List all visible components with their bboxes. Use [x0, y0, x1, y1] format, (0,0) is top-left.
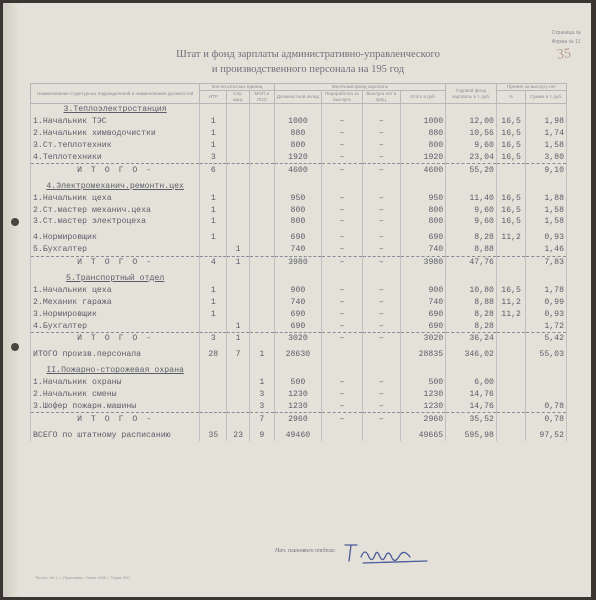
header-pererabotka: Переработка за выслуги — [322, 91, 363, 104]
cell-pere: – — [322, 320, 363, 332]
cell-vys: – — [362, 152, 400, 164]
table-row — [31, 377, 567, 389]
table-body — [31, 104, 567, 442]
cell-pct: 16,5 — [496, 140, 525, 152]
table-row — [31, 192, 567, 204]
cell-annual: 36,24 — [446, 333, 497, 345]
cell-sum: 0,93 — [526, 232, 567, 244]
cell-sum: 0,78 — [526, 400, 567, 412]
cell-pere: – — [322, 192, 363, 204]
binding-edge — [3, 3, 20, 597]
cell-itr: 6 — [200, 164, 227, 176]
cell-pct — [496, 244, 525, 256]
table-row — [31, 400, 567, 412]
cell-salary: 1000 — [274, 116, 321, 128]
cell-annual: 8,88 — [446, 244, 497, 256]
cell-annual: 11,40 — [446, 192, 497, 204]
cell-itr: 3 — [200, 333, 227, 345]
table-row — [31, 308, 567, 320]
cell-name: 3.Ст.теплотехник — [31, 140, 200, 152]
cell-name: 1.Начальник охраны — [31, 377, 200, 389]
cell-sluzh — [227, 204, 250, 216]
cell-salary: 4600 — [274, 164, 321, 176]
cell-itr: 28 — [200, 349, 227, 361]
cell-mop — [249, 128, 274, 140]
cell-annual: 23,04 — [446, 152, 497, 164]
subtotal-row — [31, 413, 567, 425]
cell-sum: 0,99 — [526, 296, 567, 308]
cell-pere: – — [322, 128, 363, 140]
cell-vys: – — [362, 308, 400, 320]
cell-vys: – — [362, 413, 400, 425]
binder-hole — [11, 218, 19, 226]
cell-sum: 0,93 — [526, 308, 567, 320]
cell-itr: 1 — [200, 140, 227, 152]
sheet-number: Страница № Форма № 11 — [551, 30, 581, 45]
archive-page-mark: 35 — [556, 46, 572, 63]
cell-annual: 8,28 — [446, 232, 497, 244]
cell-name: 3.Нормировщик — [31, 308, 200, 320]
signature-label: Нач. планового отдела: — [275, 548, 336, 554]
print-imprint: Типогр. № 1, г. Ярославль. Заказ 1955 г. Тираж 300 — [35, 575, 130, 580]
cell-itr: 1 — [200, 204, 227, 216]
cell-total: 49665 — [401, 429, 446, 441]
cell-itr: 1 — [200, 296, 227, 308]
cell-vys: – — [362, 232, 400, 244]
cell-sluzh — [227, 389, 250, 401]
cell-salary: 800 — [274, 216, 321, 228]
cell-mop — [249, 333, 274, 345]
cell-total: 950 — [401, 192, 446, 204]
cell-vys: – — [362, 192, 400, 204]
header-premium: Премия за выслугу лет — [496, 84, 566, 91]
cell-pere: – — [322, 333, 363, 345]
table-row — [31, 284, 567, 296]
cell-salary: 49460 — [274, 429, 321, 441]
cell-itr — [200, 377, 227, 389]
table-row — [31, 116, 567, 128]
cell-salary: 2960 — [274, 413, 321, 425]
cell-pere: – — [322, 244, 363, 256]
section-title: II.Пожарно-сторожевая охрана — [31, 365, 200, 377]
cell-sum: 3,80 — [526, 152, 567, 164]
cell-total: 1230 — [401, 400, 446, 412]
cell-name: 2.Механик гаража — [31, 296, 200, 308]
table-row — [31, 296, 567, 308]
cell-pct: 16,5 — [496, 204, 525, 216]
header-monthly-fund: Месячный фонд зарплаты — [274, 84, 445, 91]
cell-pct: 16,5 — [496, 152, 525, 164]
cell-pct: 16,5 — [496, 128, 525, 140]
cell-pct — [496, 349, 525, 361]
cell-name: 1.Начальник цеха — [31, 284, 200, 296]
cell-pct: 16,5 — [496, 192, 525, 204]
cell-vys: – — [362, 296, 400, 308]
cell-pct — [496, 333, 525, 345]
cell-itr: 35 — [200, 429, 227, 441]
cell-pere: – — [322, 204, 363, 216]
cell-pere: – — [322, 232, 363, 244]
cell-mop — [249, 152, 274, 164]
cell-mop — [249, 308, 274, 320]
cell-sum: 97,52 — [526, 429, 567, 441]
cell-mop: 7 — [249, 413, 274, 425]
cell-sluzh — [227, 377, 250, 389]
cell-pct: 11,2 — [496, 232, 525, 244]
cell-vys — [362, 429, 400, 441]
cell-annual: 346,02 — [446, 349, 497, 361]
cell-total: 1000 — [401, 116, 446, 128]
cell-salary: 800 — [274, 140, 321, 152]
cell-sluzh — [227, 164, 250, 176]
cell-sluzh: 23 — [227, 429, 250, 441]
cell-salary: 740 — [274, 244, 321, 256]
cell-sum: 1,58 — [526, 204, 567, 216]
cell-pct: 16,5 — [496, 284, 525, 296]
cell-name: И Т О Г О - — [31, 164, 200, 176]
cell-pere: – — [322, 284, 363, 296]
cell-annual: 35,52 — [446, 413, 497, 425]
cell-salary: 880 — [274, 128, 321, 140]
cell-total: 740 — [401, 244, 446, 256]
cell-sluzh — [227, 296, 250, 308]
cell-vys: – — [362, 204, 400, 216]
cell-itr: 1 — [200, 232, 227, 244]
table-row — [31, 128, 567, 140]
document-title: Штат и фонд зарплаты административно-управленческого и производственного персонала на 195 год — [176, 49, 440, 75]
cell-salary: 950 — [274, 192, 321, 204]
cell-salary: 690 — [274, 320, 321, 332]
cell-salary: 500 — [274, 377, 321, 389]
section-title: 3.Теплоэлектростанция — [31, 104, 200, 116]
cell-pere: – — [322, 152, 363, 164]
cell-sum: 1,58 — [526, 216, 567, 228]
cell-itr — [200, 400, 227, 412]
staff-table — [30, 83, 567, 441]
cell-mop — [249, 164, 274, 176]
cell-sluzh — [227, 400, 250, 412]
cell-pere: – — [322, 116, 363, 128]
cell-total: 740 — [401, 296, 446, 308]
cell-sluzh: 1 — [227, 333, 250, 345]
cell-mop — [249, 284, 274, 296]
table-row — [31, 204, 567, 216]
cell-annual: 8,88 — [446, 296, 497, 308]
cell-mop: 1 — [249, 377, 274, 389]
cell-sluzh — [227, 413, 250, 425]
cell-itr: 1 — [200, 116, 227, 128]
cell-salary: 900 — [274, 284, 321, 296]
cell-pere: – — [322, 400, 363, 412]
cell-total: 880 — [401, 128, 446, 140]
cell-pct — [496, 429, 525, 441]
header-name: Наименование структурных подразделений и наименование должностей — [31, 84, 200, 104]
cell-itr: 3 — [200, 152, 227, 164]
cell-total: 690 — [401, 320, 446, 332]
cell-pere: – — [322, 140, 363, 152]
cell-itr — [200, 389, 227, 401]
cell-mop: 3 — [249, 400, 274, 412]
subtotal-row — [31, 164, 567, 176]
header-sluzh: Слу-жащ. — [227, 91, 250, 104]
cell-salary: 28630 — [274, 349, 321, 361]
cell-itr: 1 — [200, 192, 227, 204]
cell-sluzh: 1 — [227, 320, 250, 332]
grand-total-row — [31, 349, 567, 361]
cell-sluzh — [227, 284, 250, 296]
cell-annual: 14,76 — [446, 389, 497, 401]
cell-annual: 9,60 — [446, 216, 497, 228]
cell-vys: – — [362, 400, 400, 412]
cell-pct: 11,2 — [496, 308, 525, 320]
cell-pct — [496, 389, 525, 401]
cell-mop — [249, 216, 274, 228]
cell-sluzh — [227, 232, 250, 244]
cell-annual: 6,00 — [446, 377, 497, 389]
cell-salary: 800 — [274, 204, 321, 216]
cell-annual: 47,76 — [446, 256, 497, 268]
cell-sum: 1,98 — [526, 116, 567, 128]
cell-total: 3020 — [401, 333, 446, 345]
cell-mop — [249, 232, 274, 244]
cell-pere: – — [322, 164, 363, 176]
cell-name: ВСЕГО по штатному расписанию — [31, 429, 200, 441]
cell-sum: 1,78 — [526, 284, 567, 296]
cell-vys: – — [362, 216, 400, 228]
grand-total-row — [31, 429, 567, 441]
cell-pct: 16,5 — [496, 116, 525, 128]
cell-vys: – — [362, 164, 400, 176]
cell-name: 4.Теплотехники — [31, 152, 200, 164]
cell-mop — [249, 204, 274, 216]
cell-sum: 55,03 — [526, 349, 567, 361]
section-heading-row — [31, 104, 567, 116]
cell-total: 1920 — [401, 152, 446, 164]
cell-total: 800 — [401, 140, 446, 152]
cell-name: 1.Начальник ТЭС — [31, 116, 200, 128]
cell-vys: – — [362, 320, 400, 332]
cell-name: 2.Начальник химводочистки — [31, 128, 200, 140]
cell-name: И Т О Г О - — [31, 333, 200, 345]
cell-annual: 9,60 — [446, 140, 497, 152]
cell-annual: 14,76 — [446, 400, 497, 412]
cell-sum: 1,74 — [526, 128, 567, 140]
cell-itr — [200, 413, 227, 425]
table-row — [31, 152, 567, 164]
cell-total: 900 — [401, 284, 446, 296]
header-total: Итого в руб. — [401, 91, 446, 104]
cell-annual: 10,80 — [446, 284, 497, 296]
document-page — [3, 3, 591, 597]
cell-vys: – — [362, 256, 400, 268]
cell-name: 5.Бухгалтер — [31, 244, 200, 256]
cell-total: 500 — [401, 377, 446, 389]
cell-total: 4600 — [401, 164, 446, 176]
cell-annual: 55,20 — [446, 164, 497, 176]
cell-sum: 1,88 — [526, 192, 567, 204]
cell-name: 4.Бухгалтер — [31, 320, 200, 332]
cell-sluzh — [227, 128, 250, 140]
cell-mop — [249, 244, 274, 256]
cell-sluzh — [227, 152, 250, 164]
table-row — [31, 140, 567, 152]
cell-annual: 9,60 — [446, 204, 497, 216]
header-itr: ИТР — [200, 91, 227, 104]
cell-vys: – — [362, 377, 400, 389]
cell-sum — [526, 377, 567, 389]
cell-vys: – — [362, 244, 400, 256]
cell-vys: – — [362, 284, 400, 296]
cell-sluzh: 1 — [227, 244, 250, 256]
cell-total: 800 — [401, 204, 446, 216]
cell-pct — [496, 400, 525, 412]
header-salary: Должностной оклад — [274, 91, 321, 104]
cell-itr: 1 — [200, 128, 227, 140]
cell-total: 3980 — [401, 256, 446, 268]
cell-mop: 3 — [249, 389, 274, 401]
cell-salary: 1920 — [274, 152, 321, 164]
cell-name: 2.Ст.мастер механич.цеха — [31, 204, 200, 216]
cell-salary: 690 — [274, 232, 321, 244]
cell-sluzh — [227, 308, 250, 320]
cell-name: 1.Начальник цеха — [31, 192, 200, 204]
cell-vys: – — [362, 333, 400, 345]
cell-total: 690 — [401, 308, 446, 320]
cell-salary: 1230 — [274, 400, 321, 412]
cell-sluzh — [227, 140, 250, 152]
cell-vys: – — [362, 140, 400, 152]
cell-total: 1230 — [401, 389, 446, 401]
cell-annual: 595,98 — [446, 429, 497, 441]
cell-name: 3.Шофер пожарн.машины — [31, 400, 200, 412]
cell-name: 4.Нормировщик — [31, 232, 200, 244]
table-row — [31, 232, 567, 244]
cell-sum: 1,72 — [526, 320, 567, 332]
cell-salary: 1230 — [274, 389, 321, 401]
cell-itr: 4 — [200, 256, 227, 268]
cell-salary: 3980 — [274, 256, 321, 268]
section-title: 4.Электромеханич.ремонтн.цех — [31, 180, 200, 192]
cell-pct — [496, 320, 525, 332]
cell-salary: 3020 — [274, 333, 321, 345]
cell-mop — [249, 320, 274, 332]
cell-sum: 7,83 — [526, 256, 567, 268]
cell-pere: – — [322, 256, 363, 268]
cell-name: 3.Ст.мастер электроцеха — [31, 216, 200, 228]
cell-itr: 1 — [200, 284, 227, 296]
binder-hole — [11, 343, 19, 351]
subtotal-row — [31, 256, 567, 268]
table-row — [31, 320, 567, 332]
cell-pere: – — [322, 413, 363, 425]
cell-sluzh — [227, 216, 250, 228]
cell-pere: – — [322, 216, 363, 228]
cell-vys: – — [362, 116, 400, 128]
cell-pct — [496, 413, 525, 425]
table-row — [31, 244, 567, 256]
cell-vys: – — [362, 389, 400, 401]
cell-total: 690 — [401, 232, 446, 244]
cell-pere: – — [322, 377, 363, 389]
cell-sluzh: 1 — [227, 256, 250, 268]
cell-salary: 690 — [274, 308, 321, 320]
cell-annual: 8,28 — [446, 320, 497, 332]
table-header — [31, 84, 567, 104]
cell-mop: 9 — [249, 429, 274, 441]
cell-itr: 1 — [200, 308, 227, 320]
section-title: 5.Транспортный отдел — [31, 273, 200, 285]
cell-name: 2.Начальник смены — [31, 389, 200, 401]
subtotal-row — [31, 333, 567, 345]
cell-mop — [249, 192, 274, 204]
cell-pere: – — [322, 296, 363, 308]
cell-sum: 1,58 — [526, 140, 567, 152]
cell-sum — [526, 389, 567, 401]
cell-itr: 1 — [200, 216, 227, 228]
cell-annual: 12,00 — [446, 116, 497, 128]
cell-annual: 10,56 — [446, 128, 497, 140]
cell-salary: 740 — [274, 296, 321, 308]
section-heading-row — [31, 365, 567, 377]
cell-itr — [200, 320, 227, 332]
cell-itr — [200, 244, 227, 256]
cell-pere — [322, 349, 363, 361]
header-annual: Годовой фонд зарплаты в т. руб. — [446, 84, 497, 104]
cell-sum: 0,78 — [526, 413, 567, 425]
cell-name: И Т О Г О - — [31, 413, 200, 425]
cell-sum: 9,10 — [526, 164, 567, 176]
cell-annual: 8,28 — [446, 308, 497, 320]
section-heading-row — [31, 180, 567, 192]
header-headcount: Кол-во штатных единиц — [200, 84, 274, 91]
header-sum: Сумма в т. руб. — [526, 91, 567, 104]
cell-total: 2960 — [401, 413, 446, 425]
cell-sluzh — [227, 116, 250, 128]
cell-pere: – — [322, 308, 363, 320]
table-row — [31, 389, 567, 401]
cell-sluzh: 7 — [227, 349, 250, 361]
cell-name: ИТОГО произв.персонала — [31, 349, 200, 361]
cell-name: И Т О Г О - — [31, 256, 200, 268]
cell-sum: 1,46 — [526, 244, 567, 256]
cell-pct — [496, 256, 525, 268]
cell-pct — [496, 164, 525, 176]
header-mop: МОП и ПСО — [249, 91, 274, 104]
cell-pct — [496, 377, 525, 389]
cell-vys: – — [362, 128, 400, 140]
cell-mop: 1 — [249, 349, 274, 361]
section-heading-row — [31, 273, 567, 285]
cell-total: 800 — [401, 216, 446, 228]
cell-mop — [249, 116, 274, 128]
table-row — [31, 216, 567, 228]
cell-total: 28835 — [401, 349, 446, 361]
cell-mop — [249, 296, 274, 308]
cell-sum: 5,42 — [526, 333, 567, 345]
cell-mop — [249, 256, 274, 268]
header-vysluga: Выслуга лет в проц. — [362, 91, 400, 104]
cell-pct: 11,2 — [496, 296, 525, 308]
cell-vys — [362, 349, 400, 361]
cell-mop — [249, 140, 274, 152]
cell-pct: 16,5 — [496, 216, 525, 228]
cell-sluzh — [227, 192, 250, 204]
cell-pere — [322, 429, 363, 441]
cell-pere: – — [322, 389, 363, 401]
handwritten-signature — [341, 539, 431, 569]
header-pct: % — [496, 91, 525, 104]
